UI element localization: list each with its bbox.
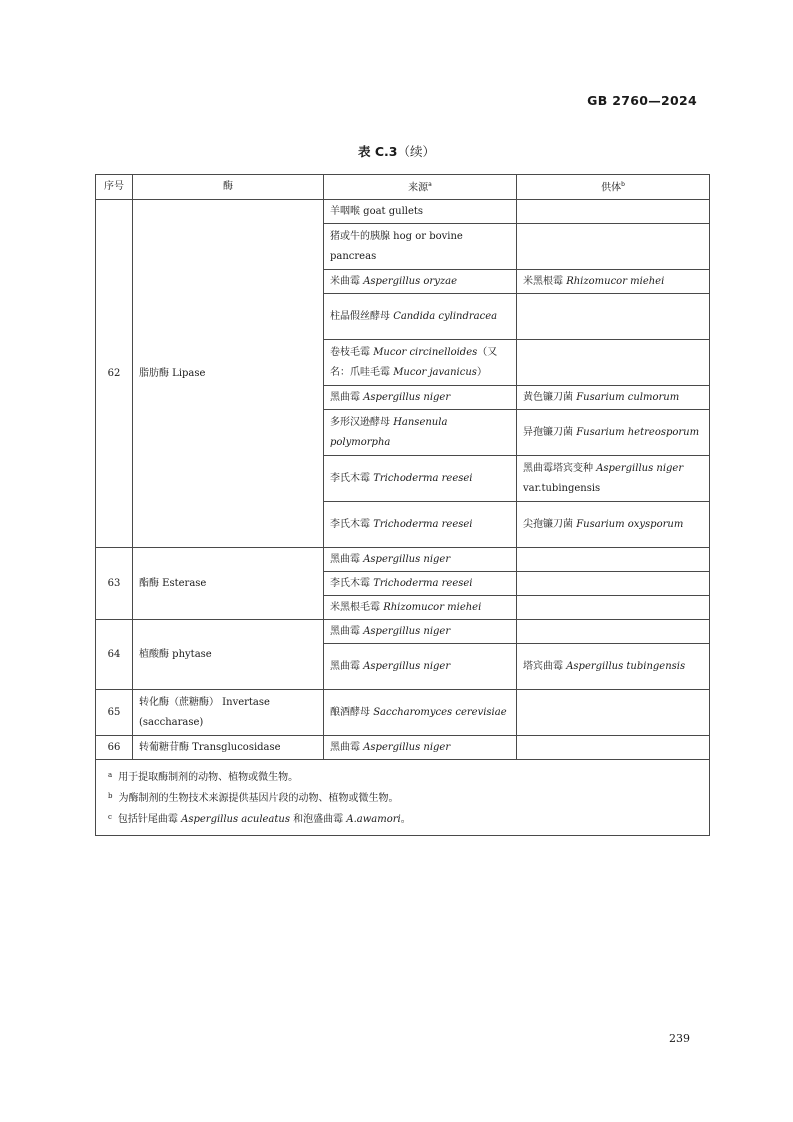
species-text: 多形汉逊酵母 (330, 416, 394, 428)
table-row (96, 548, 710, 572)
species-latin-name: Hansenula polymorpha (330, 416, 448, 448)
donor-cell (517, 200, 710, 224)
source-cell (324, 340, 517, 386)
donor-cell (517, 270, 710, 294)
species-text: 米曲霉 (330, 275, 364, 287)
species-latin-name: Rhizomucor miehei (566, 275, 665, 287)
footnote-mark: b (108, 792, 113, 800)
donor-cell (517, 340, 710, 386)
donor-cell (517, 386, 710, 410)
donor-cell (517, 596, 710, 620)
footnote-mark: c (108, 813, 112, 821)
species-text: 异孢镰刀菌 (523, 426, 577, 438)
species-text: 包括针尾曲霉 (117, 814, 182, 825)
notes-row (96, 760, 710, 836)
species-latin-name: Aspergillus oryzae (363, 275, 457, 287)
species-latin-name: Aspergillus niger (363, 660, 451, 672)
source-cell (324, 224, 517, 270)
species-text: 黑曲霉塔宾变种 (523, 462, 597, 474)
table-header-row (96, 175, 710, 200)
species-text: 黑曲霉 (330, 391, 364, 403)
species-latin-name: Saccharomyces cerevisiae (373, 706, 507, 718)
donor-cell (517, 456, 710, 502)
enzyme-source-table (95, 174, 710, 836)
source-cell (324, 620, 517, 644)
species-latin-name: Aspergillus niger (363, 553, 451, 565)
table-row (96, 736, 710, 760)
species-latin-name: Aspergillus aculeatus (181, 814, 290, 825)
footnote-mark: a (108, 771, 113, 779)
species-latin-name: Fusarium hetreosporum (576, 426, 700, 438)
caption-suffix: （续） (397, 144, 435, 159)
donor-cell (517, 644, 710, 690)
species-latin-name: Aspergillus niger (363, 391, 451, 403)
enzyme-name: 酯酶 Esterase (133, 548, 324, 620)
species-text: 猪或牛的胰腺 hog or bovine pancreas (330, 230, 463, 262)
enzyme-name: 转葡糖苷酶 Transglucosidase (133, 736, 324, 760)
row-number: 65 (96, 690, 133, 736)
header-number: 序号 (96, 175, 133, 200)
table-row (96, 620, 710, 644)
donor-cell (517, 548, 710, 572)
source-cell (324, 200, 517, 224)
enzyme-name: 植酸酶 phytase (133, 620, 324, 690)
donor-cell (517, 572, 710, 596)
species-text: 。 (400, 814, 411, 825)
source-cell (324, 690, 517, 736)
species-latin-name: Trichoderma reesei (373, 518, 473, 530)
source-cell (324, 644, 517, 690)
source-cell (324, 736, 517, 760)
donor-cell (517, 294, 710, 340)
species-latin-name: Aspergillus niger (363, 625, 451, 637)
page-number: 239 (669, 1032, 690, 1045)
species-text: 米黑根毛霉 (330, 601, 384, 613)
species-text: 黄色镰刀菌 (523, 391, 577, 403)
species-latin-name: Rhizomucor miehei (383, 601, 482, 613)
donor-cell (517, 690, 710, 736)
species-text: 羊咽喉 goat gullets (330, 205, 424, 217)
species-text: 塔宾曲霉 (523, 660, 567, 672)
species-text: 李氏木霉 (330, 518, 374, 530)
source-cell (324, 456, 517, 502)
row-number: 64 (96, 620, 133, 690)
species-latin-name: Mucor javanicus (393, 366, 477, 378)
header-enzyme: 酶 (133, 175, 324, 200)
species-latin-name: Fusarium culmorum (576, 391, 680, 403)
caption-label: 表 C.3 (358, 144, 398, 159)
row-number: 62 (96, 200, 133, 548)
enzyme-name: 转化酶（蔗糖酶） Invertase (saccharase) (133, 690, 324, 736)
species-latin-name: Candida cylindracea (393, 310, 498, 322)
species-text: 黑曲霉 (330, 553, 364, 565)
species-text: 黑曲霉 (330, 660, 364, 672)
source-cell (324, 548, 517, 572)
donor-cell (517, 620, 710, 644)
species-text: 用于提取酶制剂的动物、植物或微生物。 (118, 772, 299, 783)
species-latin-name: Aspergillus niger (596, 462, 684, 474)
source-cell (324, 270, 517, 294)
row-number: 63 (96, 548, 133, 620)
donor-cell (517, 410, 710, 456)
species-text: 卷枝毛霉 (330, 346, 374, 358)
table-footnote (108, 808, 693, 829)
species-latin-name: Mucor circinelloides (373, 346, 478, 358)
table-footnote (108, 787, 693, 808)
header-donor: 供体$^b$ (517, 175, 710, 200)
species-text: 米黑根霉 (523, 275, 567, 287)
standard-number: GB 2760—2024 (587, 93, 697, 108)
donor-cell (517, 224, 710, 270)
species-text: 尖孢镰刀菌 (523, 518, 577, 530)
species-text: 李氏木霉 (330, 472, 374, 484)
table-footnote (108, 766, 693, 787)
header-source: 来源$^a$ (324, 175, 517, 200)
species-text: 李氏木霉 (330, 577, 374, 589)
species-latin-name: Trichoderma reesei (373, 577, 473, 589)
species-text: 和泡盛曲霉 (289, 814, 347, 825)
species-text: （又名：爪哇毛霉 (330, 346, 498, 378)
species-latin-name: Aspergillus niger (363, 741, 451, 753)
source-cell (324, 410, 517, 456)
species-text: 黑曲霉 (330, 741, 364, 753)
species-text: 为酶制剂的生物技术来源提供基因片段的动物、植物或微生物。 (118, 793, 399, 804)
species-latin-name: Fusarium oxysporum (576, 518, 684, 530)
species-latin-name: Aspergillus tubingensis (566, 660, 686, 672)
species-latin-name: Trichoderma reesei (373, 472, 473, 484)
species-text: 黑曲霉 (330, 625, 364, 637)
source-cell (324, 596, 517, 620)
table-row (96, 200, 710, 224)
species-latin-name: A.awamori (346, 814, 401, 825)
source-cell (324, 502, 517, 548)
table-notes (96, 760, 710, 836)
species-text: ） (476, 366, 487, 378)
species-text: var.tubingensis (523, 482, 601, 494)
donor-cell (517, 502, 710, 548)
source-cell (324, 294, 517, 340)
source-cell (324, 572, 517, 596)
species-text: 酿酒酵母 (330, 706, 374, 718)
table-row (96, 690, 710, 736)
donor-cell (517, 736, 710, 760)
source-cell (324, 386, 517, 410)
row-number: 66 (96, 736, 133, 760)
table-caption (0, 142, 793, 160)
enzyme-name: 脂肪酶 Lipase (133, 200, 324, 548)
species-text: 柱晶假丝酵母 (330, 310, 394, 322)
